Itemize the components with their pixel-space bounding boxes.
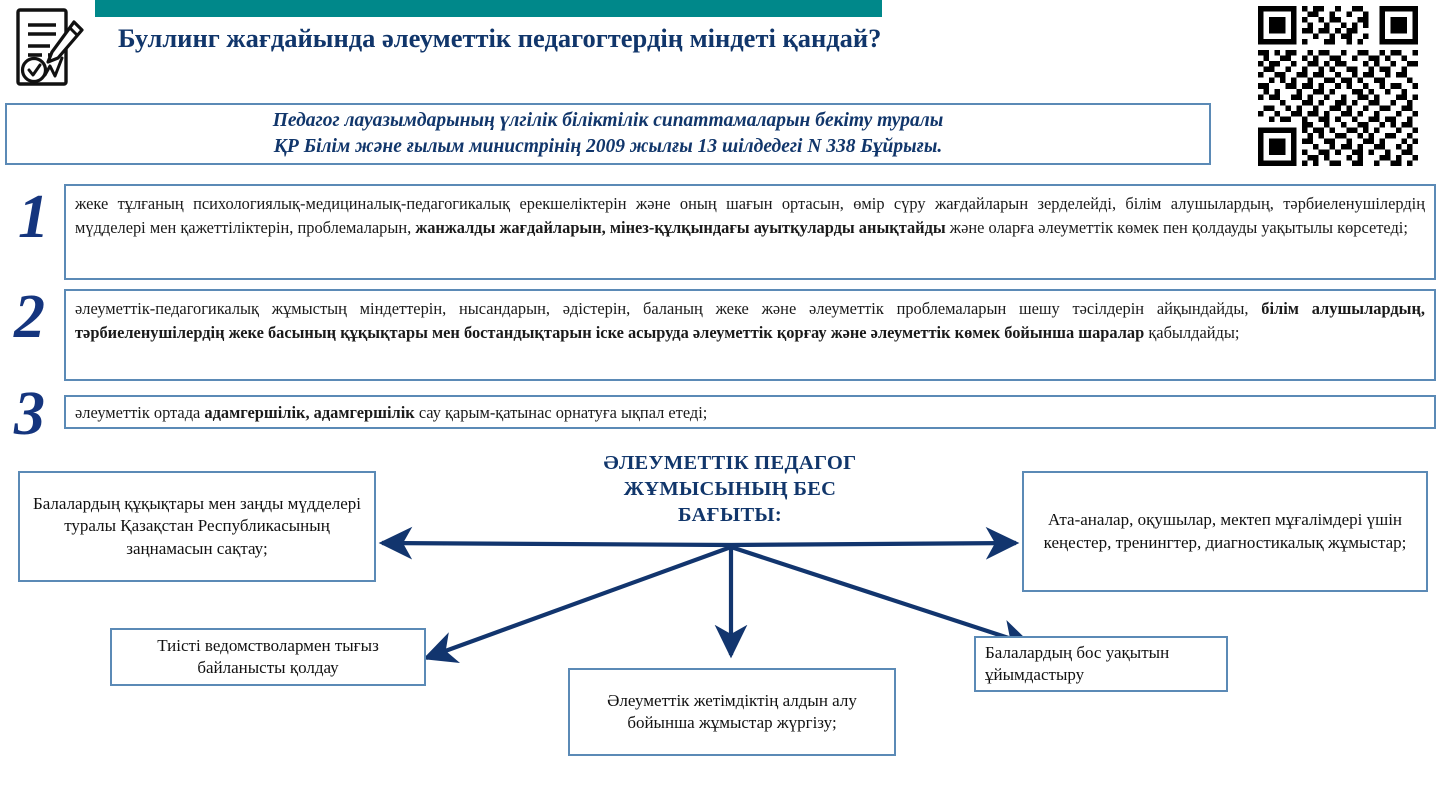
center-title-line-3: БАҒЫТЫ: xyxy=(678,504,782,527)
item-number-1: 1 xyxy=(18,183,49,251)
diagram-box-lower-right: Балалардың бос уақытын ұйымдастыру xyxy=(974,636,1228,692)
item-box-1 xyxy=(64,184,1436,280)
item-text-2 xyxy=(75,297,1425,345)
item-text-segment: әлеуметтік-педагогикалық жұмыстың міндеттерін, нысандарын, әдістерін, баланың жеке және әлеуметтік проблемаларын шешу тәсілдерін айқындайды, xyxy=(75,299,1262,318)
header-accent-bar xyxy=(95,0,882,17)
item-number-2: 2 xyxy=(14,283,45,351)
diagram-box-left: Балалардың құқықтары мен заңды мүдделері туралы Қазақстан Республикасының заңнамасын сақтау; xyxy=(18,471,376,582)
item-text-segment: сау қарым-қатынас орнатуға ықпал етеді; xyxy=(414,403,708,422)
diagram-box-right: Ата-аналар, оқушылар, мектеп мұғалімдері үшін кеңестер, тренингтер, диагностикалық жұмыстар; xyxy=(1022,471,1428,592)
qr-code-icon xyxy=(1258,6,1418,166)
item-text-emphasis: жанжалды жағдайларын, мінез-құлқындағы ауытқуларды анықтайды xyxy=(415,218,946,238)
five-directions-diagram xyxy=(0,440,1440,810)
item-text-1 xyxy=(75,192,1425,240)
item-box-2 xyxy=(64,289,1436,381)
decree-line-2: ҚР Білім және ғылым министрінің 2009 жылғы 13 шілдедегі N 338 Бұйрығы. xyxy=(273,136,943,157)
diagram-box-bottom-center: Әлеуметтік жетімдіктің алдын алу бойынша жұмыстар жүргізу; xyxy=(568,668,896,756)
page-title: Буллинг жағдайында әлеуметтік педагогтердің міндеті қандай? xyxy=(118,23,882,53)
diagram-box-lower-left: Тиісті ведомстволармен тығыз байланысты қолдау xyxy=(110,628,426,686)
item-text-segment: және оларға әлеуметтік көмек пен қолдауды уақытылы көрсетеді; xyxy=(945,218,1408,238)
diagram-center-title xyxy=(540,450,920,529)
item-box-3 xyxy=(64,395,1436,429)
item-text-3 xyxy=(75,401,1425,425)
document-pen-icon xyxy=(12,6,88,92)
item-text-segment: жеке тұлғаның психологиялық-медициналық-педагогикалық ерекшеліктерін және оның шағын ортасын, өмір сүру жағдайларын зерделейді, білім алушылардың, тәрбиеленушілердің мүдделері мен қажеттіліктерін, проблемаларын, xyxy=(75,194,1425,238)
item-text-emphasis: адамгершілік, адамгершілік xyxy=(204,403,415,422)
item-number-3: 3 xyxy=(14,380,45,448)
center-title-line-2: ЖҰМЫСЫНЫҢ БЕС xyxy=(623,478,837,501)
decree-quote-box xyxy=(5,103,1211,165)
center-title-line-1: ӘЛЕУМЕТТІК ПЕДАГОГ xyxy=(603,452,857,474)
item-text-emphasis: білім алушылардың, тәрбиеленушілердің жеке басының құқықтары мен бостандықтарын іске асыруда әлеуметтік қорғау және әлеуметтік көмек бойынша шаралар xyxy=(75,299,1425,343)
decree-line-1: Педагог лауазымдарының үлгілік біліктілік сипаттамаларын бекіту туралы xyxy=(272,110,944,132)
item-text-segment: қабылдайды; xyxy=(1144,323,1240,343)
item-text-segment: әлеуметтік ортада xyxy=(75,403,205,422)
